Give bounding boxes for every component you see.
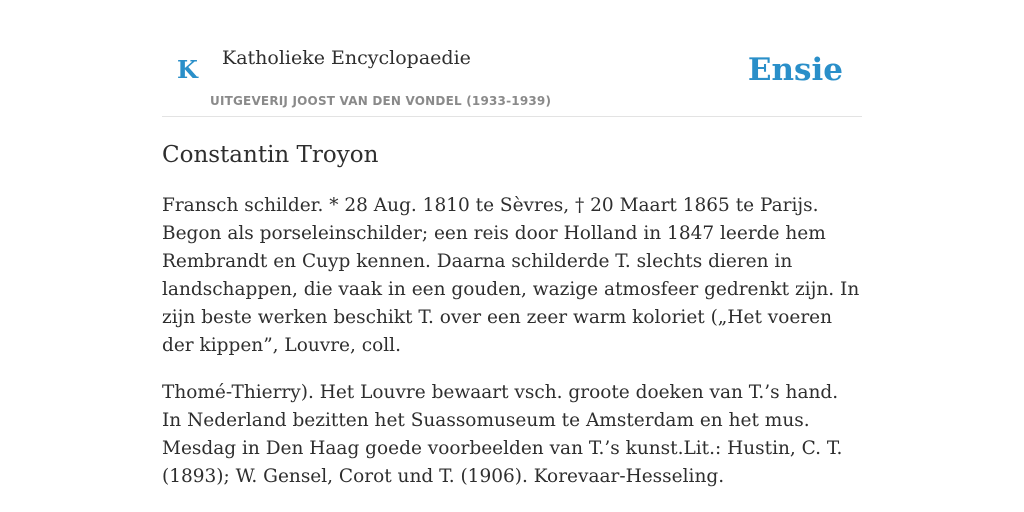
site-header: [162, 0, 862, 117]
article-title: Constantin Troyon: [162, 142, 379, 168]
article-body: [162, 192, 862, 510]
article-paragraph: Thomé-Thierry). Het Louvre bewaart vsch. groote doeken van T.’s hand. In Nederland bezitten het Suassomuseum te Amsterdam en het mus. Mesdag in Den Haag goede voorbeelden van T.’s kunst.Lit.: Hustin, C. T. (1893); W. Gensel, Corot und T. (1906). Korevaar-Hesseling.: [162, 382, 843, 487]
publication-subtitle: UITGEVERIJ JOOST VAN DEN VONDEL (1933-1939): [210, 94, 552, 108]
article-paragraph: Fransch schilder. * 28 Aug. 1810 te Sèvres, † 20 Maart 1865 te Parijs. Begon als porseleinschilder; een reis door Holland in 1847 leerde hem Rembrandt en Cuyp kennen. Daarna schilderde T. slechts dieren in landschappen, die vaak in een gouden, wazige atmosfeer gedrenkt zijn. In zijn beste werken beschikt T. over een zeer warm koloriet („Het voeren der kippen”, Louvre, coll.: [162, 195, 860, 356]
publication-title[interactable]: Katholieke Encyclopaedie: [222, 47, 471, 69]
publication-logo[interactable]: K: [177, 55, 198, 84]
brand-logo[interactable]: Ensie: [747, 52, 843, 88]
